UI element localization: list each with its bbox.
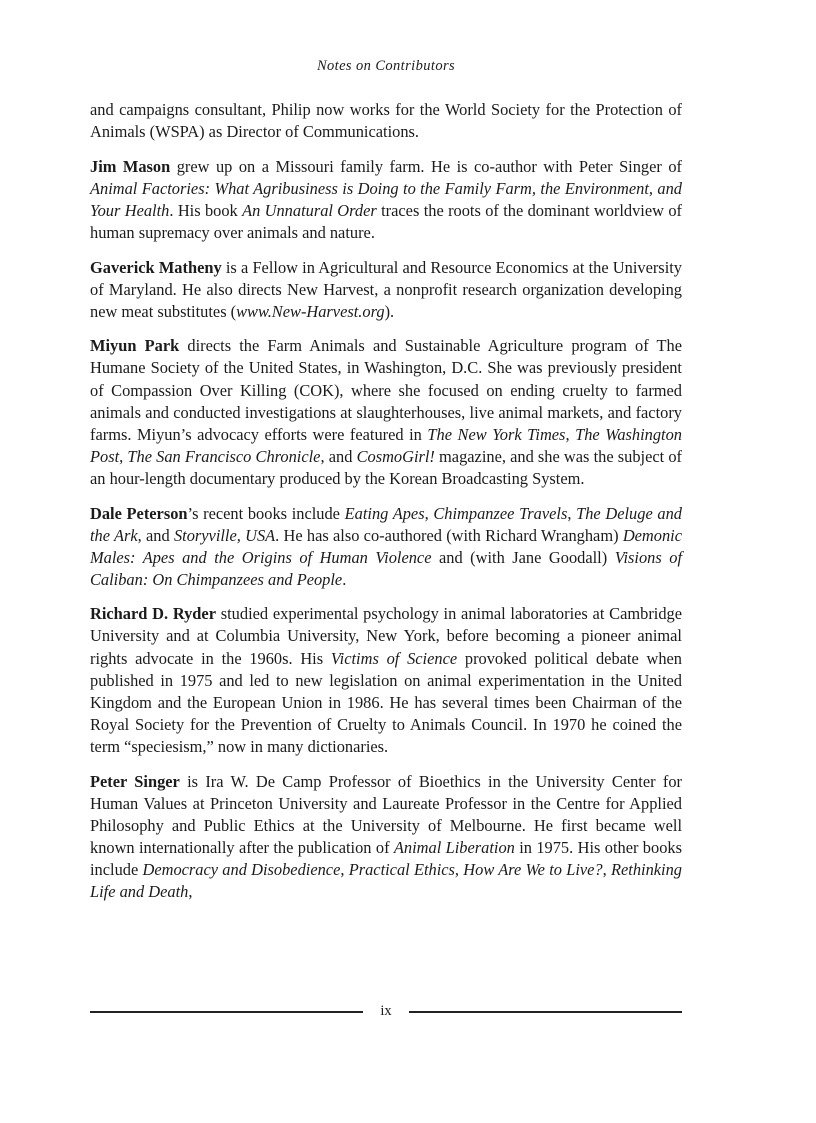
italic-title: An Unnatural Order [242, 200, 377, 220]
text-run: , and [320, 446, 357, 466]
contributor-name: Peter Singer [90, 771, 180, 791]
italic-title: www.New-Harvest.org [236, 301, 385, 321]
contributor-name: Jim Mason [90, 156, 171, 176]
contributor-name: Richard D. Ryder [90, 604, 216, 624]
text-run: , [188, 882, 193, 901]
contributor-name: Miyun Park [90, 336, 180, 356]
footer-rule-left [90, 1011, 363, 1013]
page-footer [90, 999, 682, 1025]
running-head: Notes on Contributors [316, 58, 456, 74]
italic-title: The Deluge and the Ark [90, 503, 682, 545]
text-run: directs the Farm Animals and Sustainable Agriculture program of The Humane Society of the United States, in Washington, D.C. She was previously president of Compassion Over Killing (COK), where she focused on ending cruelty to farmed animals and conducted investigations at slaughterhouses, live animal markets, and factory farms. Miyun’s advocacy efforts were featured in [90, 336, 682, 444]
contributor-name: Gaverick Matheny [90, 257, 222, 277]
paragraph-gaverick-matheny [90, 257, 682, 323]
italic-title: How Are We to Live? [463, 859, 603, 879]
text-run: , [567, 503, 577, 523]
italic-title: Visions of Caliban: On Chimpanzees and People [90, 547, 682, 589]
italic-title: Demonic Males: Apes and the Origins of Human Violence [90, 525, 682, 567]
text-run: studied experimental psychology in animal laboratories at Cambridge University and at Columbia University, New York, before becoming a pioneer animal rights advocate in the 1960s. His [90, 604, 682, 668]
text-run: , [119, 446, 128, 466]
text-run: . His book [169, 200, 243, 220]
text-run: provoked political debate when published in 1975 and led to new legislation on animal experimentation in the United Kingdom and the European Union in 1986. He has several times been Chairman of the Royal Society for the Prevention of Cruelty to Animals Council. In 1970 he coined the term “speciesism,” now in many dictionaries. [90, 648, 683, 756]
italic-title: Animal Liberation [393, 837, 515, 857]
page-number: ix [380, 1002, 392, 1019]
text-run: and (with Jane Goodall) [431, 547, 615, 567]
text-run: ’s recent books include [187, 503, 345, 523]
paragraph-richard-d-ryder [90, 603, 682, 758]
body-text-block [90, 99, 682, 903]
text-run: grew up on a Missouri family farm. He is co-author with Peter Singer of [170, 156, 682, 176]
text-run: is Ira W. De Camp Professor of Bioethics in the University Center for Human Values at Princeton University and Laureate Professor in the Centre for Applied Philosophy and Public Ethics at the University of Melbourne. He first became well known internationally after the publication of [90, 771, 682, 857]
paragraph-miyun-park [90, 335, 682, 490]
text-run: , and [137, 525, 174, 545]
italic-title: Democracy and Disobedience [142, 859, 341, 879]
italic-title: Practical Ethics [348, 859, 455, 879]
italic-title: CosmoGirl! [356, 446, 435, 466]
italic-title: Rethinking Life and Death [90, 859, 682, 901]
text-run: traces the roots of the dominant worldview of human supremacy over animals and nature. [90, 200, 682, 242]
paragraph-philip-lymbery-continued [90, 99, 682, 143]
italic-title: The San Francisco Chronicle [127, 446, 321, 466]
text-run: and campaigns consultant, Philip now works for the World Society for the Protection of Animals (WSPA) as Director of Communications. [90, 100, 682, 142]
text-run: . [342, 569, 347, 589]
italic-title: The New York Times [427, 424, 566, 444]
paragraph-peter-singer [90, 771, 682, 904]
text-run: , [340, 859, 349, 879]
italic-title: Storyville, USA [173, 525, 276, 545]
footer-rule-right [409, 1011, 682, 1013]
paragraph-jim-mason [90, 156, 682, 244]
text-run: , [565, 424, 576, 444]
text-run: . He has also co-authored (with Richard Wrangham) [275, 525, 623, 545]
paragraph-dale-peterson [90, 503, 682, 591]
text-run: , [454, 859, 464, 879]
italic-title: Eating Apes [344, 503, 425, 523]
text-run: magazine, and she was the subject of an hour-length documentary produced by the Korean Broadcasting System. [90, 446, 683, 488]
italic-title: Victims of Science [330, 648, 458, 668]
italic-title: Chimpanzee Travels [433, 503, 568, 523]
text-run: is a Fellow in Agricultural and Resource Economics at the University of Maryland. He also directs New Harvest, a nonprofit research organization developing new meat substitutes ( [90, 257, 682, 321]
text-run: , [602, 859, 611, 879]
italic-title: Animal Factories: What Agribusiness is Doing to the Family Farm, the Environment, and Your Health [90, 178, 682, 220]
text-run: ). [384, 301, 395, 321]
italic-title: The Washington Post [90, 424, 682, 466]
text-run: , [424, 503, 434, 523]
text-run: in 1975. His other books include [90, 837, 682, 879]
contributor-name: Dale Peterson [90, 503, 188, 523]
